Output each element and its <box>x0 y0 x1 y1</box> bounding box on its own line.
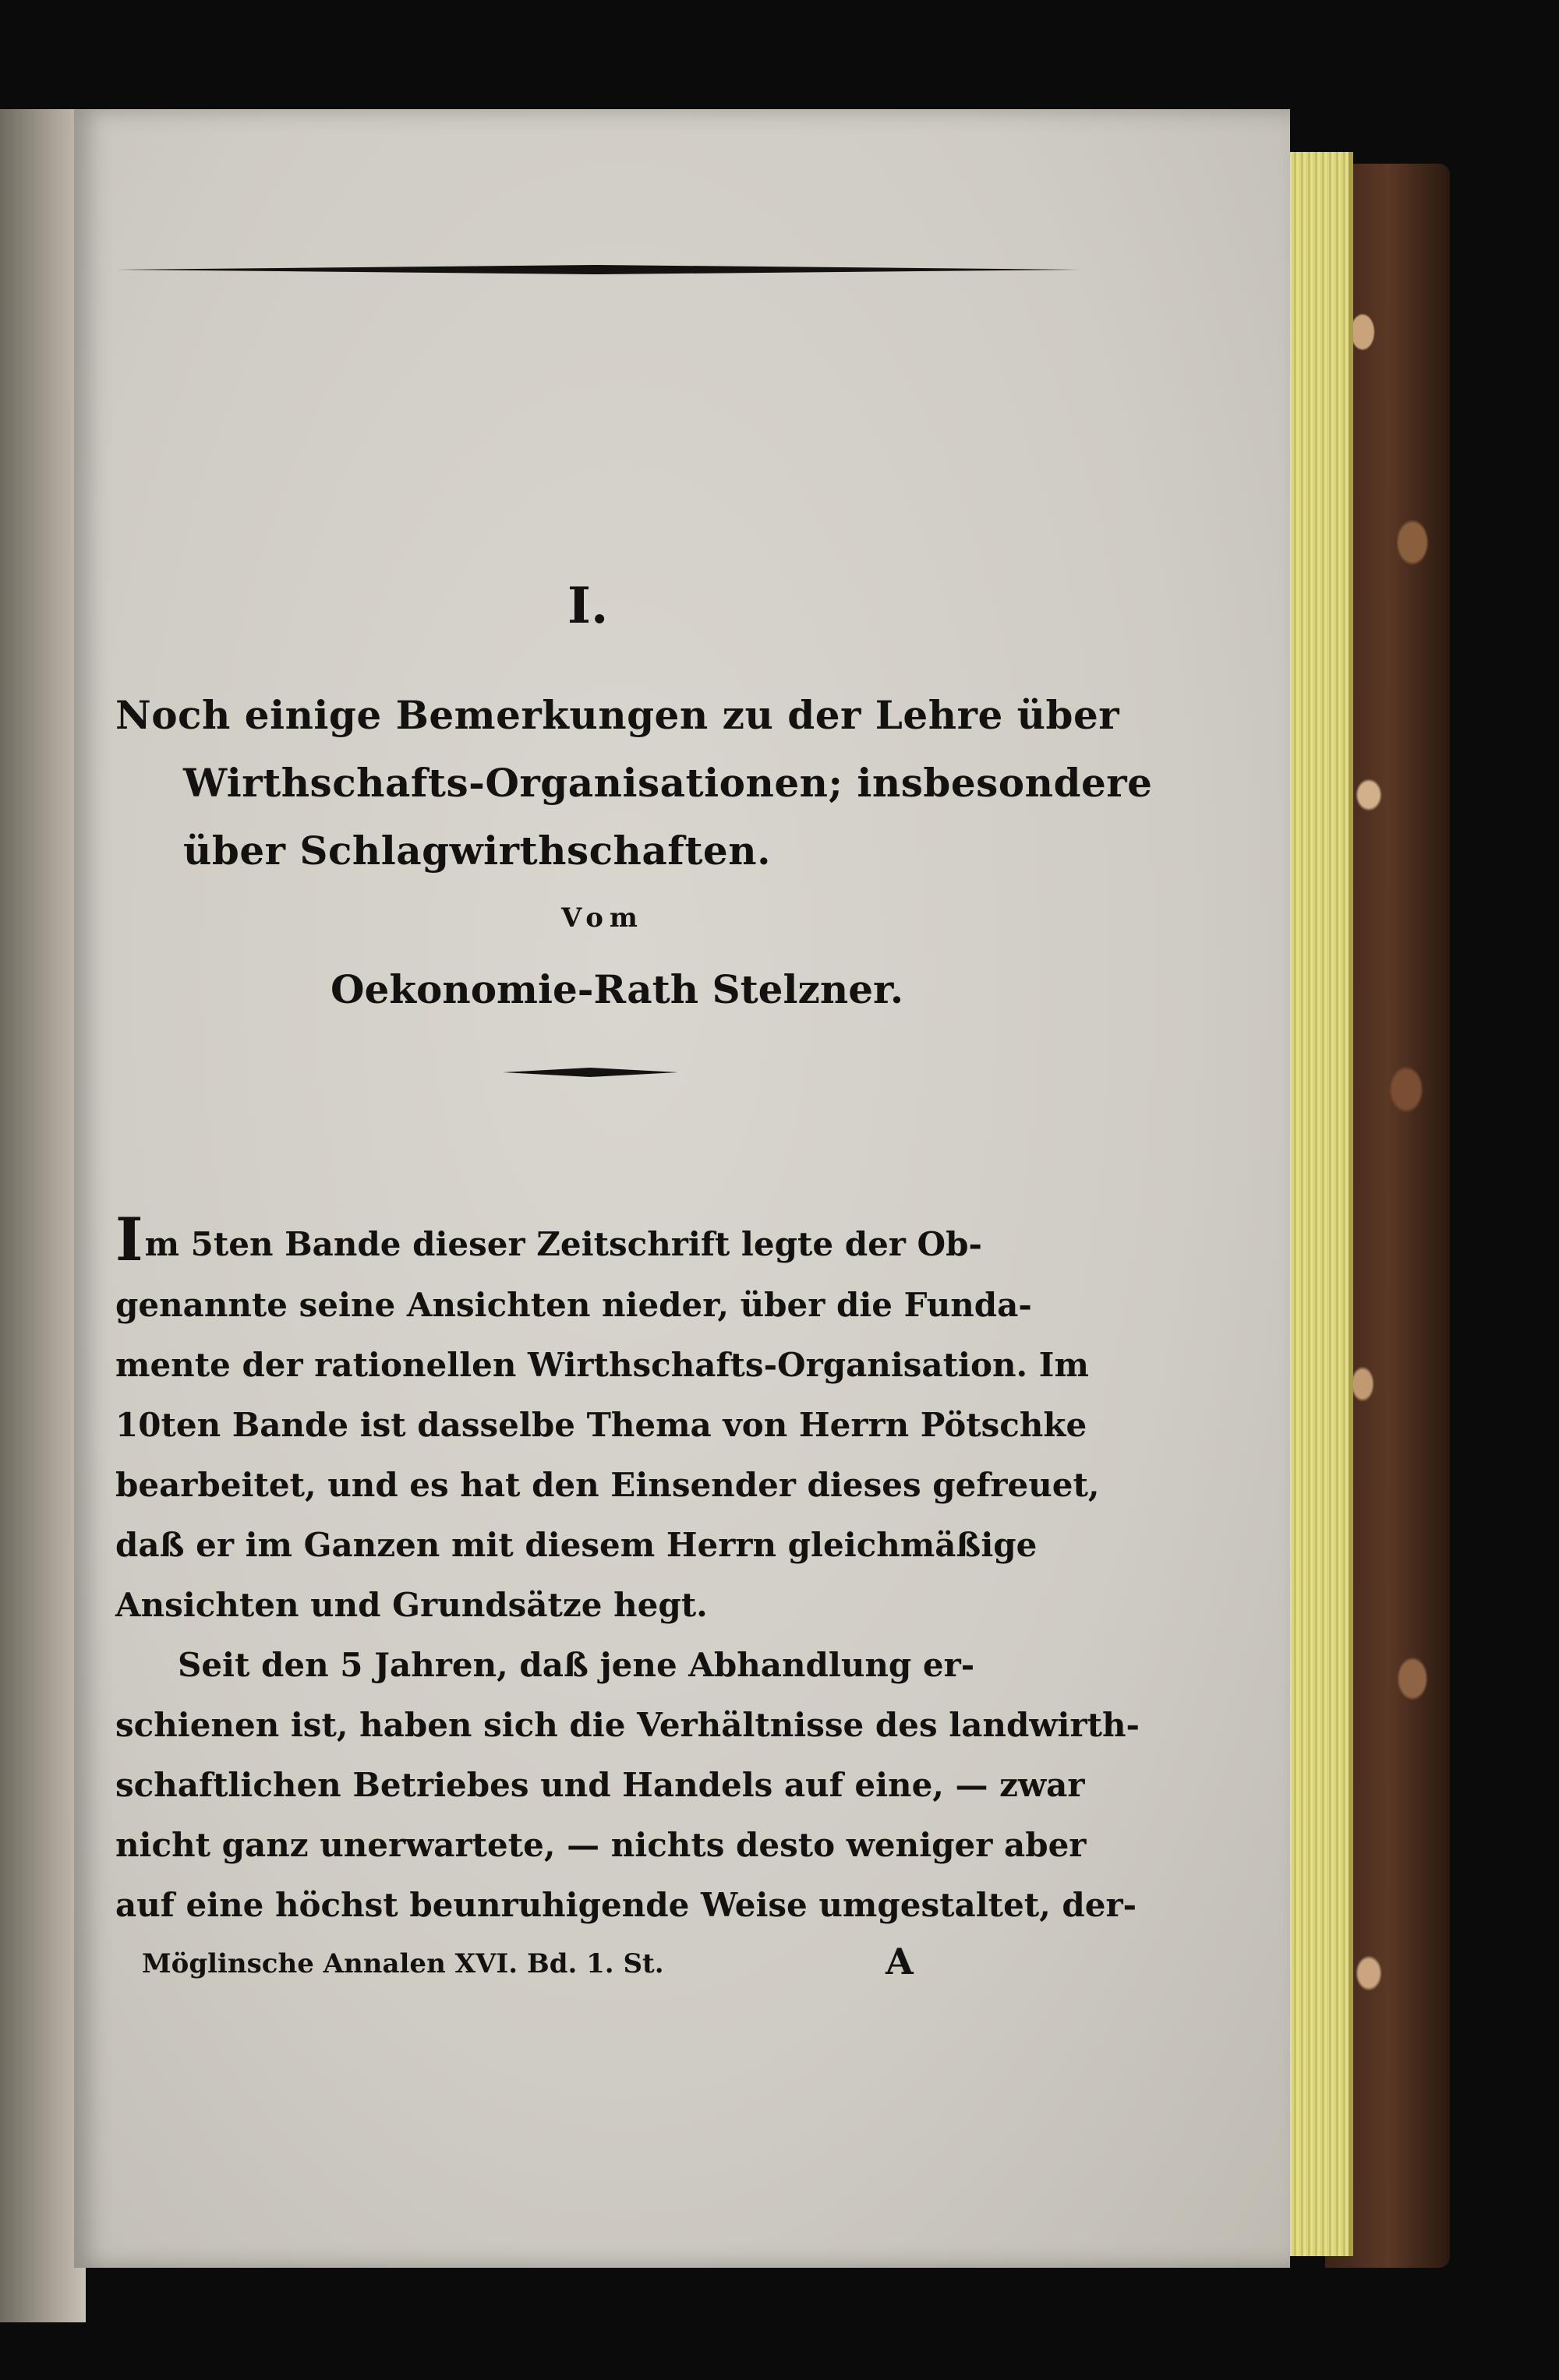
author-name: Oekonomie-Rath Stelzner. <box>331 966 904 1012</box>
book-page <box>74 109 1290 2268</box>
footer-signature-mark: A <box>886 1940 914 1983</box>
body-line-8: Seit den 5 Jahren, daß jene Abhandlung er- <box>178 1646 975 1684</box>
body-line-7: Ansichten und Grundsätze hegt. <box>115 1586 708 1624</box>
body-line-10: schaftlichen Betriebes und Handels auf eine, — zwar <box>115 1766 1085 1804</box>
top-ornamental-rule <box>117 265 1080 274</box>
small-ornamental-rule <box>503 1068 678 1077</box>
body-line-5: bearbeitet, und es hat den Einsender dieses gefreuet, <box>115 1466 1100 1504</box>
body-line-11: nicht ganz unerwartete, — nichts desto weniger aber <box>115 1826 1087 1864</box>
title-line-1: Noch einige Bemerkungen zu der Lehre über <box>115 692 1120 738</box>
body-line-9: schienen ist, haben sich die Verhältnisse des landwirth- <box>115 1706 1140 1744</box>
body-line-1 <box>115 1205 982 1274</box>
body-line-4: 10ten Bande ist dasselbe Thema von Herrn Pötschke <box>115 1406 1087 1444</box>
title-line-2: Wirthschafts-Organisationen; insbesondere <box>183 760 1153 806</box>
body-line-6: daß er im Ganzen mit diesem Herrn gleichmäßige <box>115 1526 1038 1564</box>
body-line-3: mente der rationellen Wirthschafts-Organisation. Im <box>115 1346 1089 1384</box>
title-line-3: über Schlagwirthschaften. <box>183 828 771 874</box>
drop-cap: I <box>115 1205 143 1274</box>
body-line-1-text: m 5ten Bande dieser Zeitschrift legte der Ob- <box>144 1225 982 1263</box>
footer-signature-line: Möglinsche Annalen XVI. Bd. 1. St. <box>142 1948 664 1979</box>
left-page-edge <box>0 109 86 2322</box>
body-line-12: auf eine höchst beunruhigende Weise umgestaltet, der- <box>115 1886 1137 1924</box>
body-line-2: genannte seine Ansichten nieder, über die Funda- <box>115 1286 1032 1324</box>
byline-prefix: Vom <box>561 902 644 934</box>
section-numeral: I. <box>567 577 609 635</box>
